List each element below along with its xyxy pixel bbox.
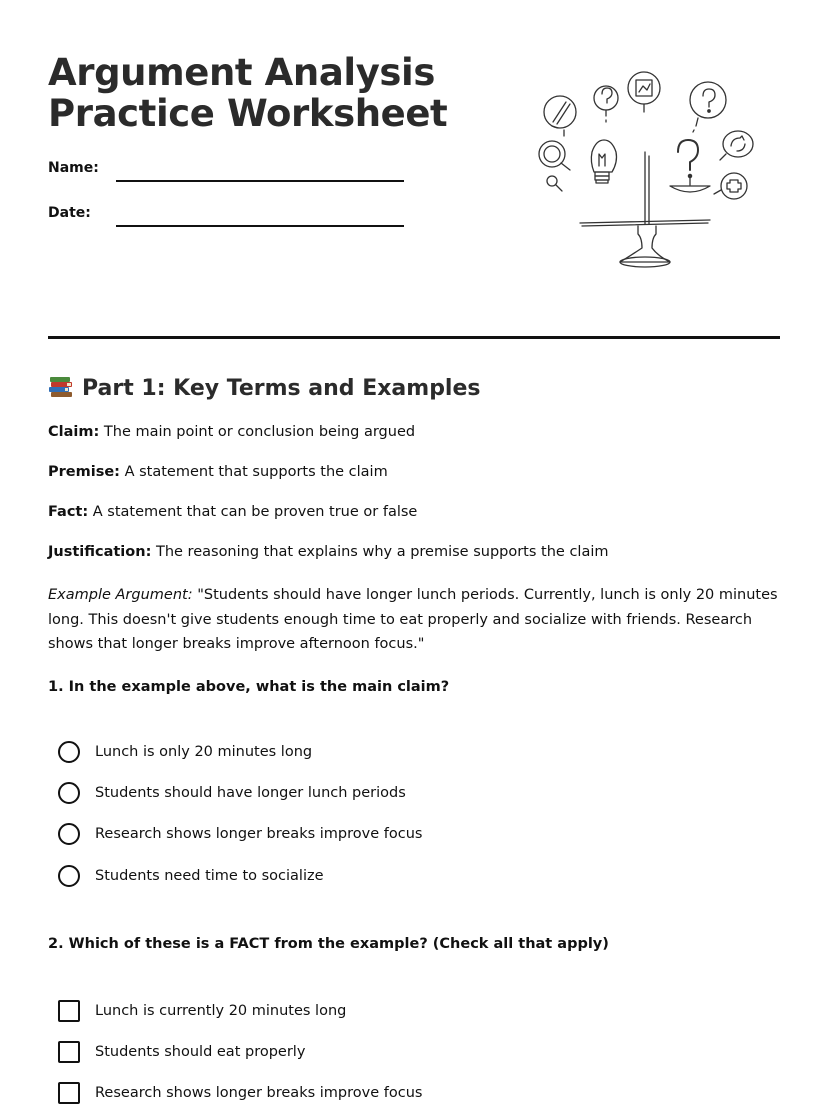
- part1-title: [48, 374, 481, 401]
- page-title: [48, 52, 447, 134]
- term-claim: [48, 424, 415, 440]
- magnifier-icon: [539, 141, 570, 191]
- checkbox[interactable]: [58, 1082, 80, 1104]
- term-label: Claim:: [48, 424, 100, 440]
- q1-option-1[interactable]: [58, 740, 312, 764]
- option-label: Research shows longer breaks improve focus: [95, 826, 423, 842]
- term-label: Justification:: [48, 544, 152, 560]
- example-label: Example Argument:: [48, 587, 193, 603]
- title-line-1: Argument Analysis: [48, 51, 435, 94]
- question-bubble-icon: [594, 86, 618, 122]
- term-justification: [48, 544, 608, 560]
- chart-icon: [628, 72, 660, 112]
- question-2: 2. Which of these is a FACT from the example? (Check all that apply): [48, 936, 609, 952]
- q2-option-1[interactable]: [58, 999, 346, 1023]
- option-label: Lunch is only 20 minutes long: [95, 744, 313, 760]
- example-argument: [48, 583, 780, 657]
- q1-option-4[interactable]: [58, 864, 324, 888]
- checkbox[interactable]: [58, 1000, 80, 1022]
- pencil-icon: [544, 96, 576, 136]
- term-premise: [48, 464, 388, 480]
- term-label: Fact:: [48, 504, 89, 520]
- part1-title-text: Part 1: Key Terms and Examples: [82, 376, 481, 401]
- lightbulb-icon: [591, 140, 616, 183]
- term-label: Premise:: [48, 464, 120, 480]
- date-label: Date:: [48, 205, 91, 221]
- name-field[interactable]: [116, 180, 404, 182]
- radio-button[interactable]: [58, 823, 80, 845]
- option-label: Students should eat properly: [95, 1044, 306, 1060]
- term-fact: [48, 504, 417, 520]
- radio-button[interactable]: [58, 865, 80, 887]
- term-definition: The reasoning that explains why a premise supports the claim: [155, 544, 609, 560]
- section-divider: [48, 336, 780, 339]
- q2-option-3[interactable]: [58, 1081, 422, 1105]
- example-text: "Students should have longer lunch periods. Currently, lunch is only 20 minutes long. This doesn't give students enough time to eat properly and socialize with friends. Research shows that longer breaks improve afternoon focus.": [48, 587, 778, 652]
- radio-button[interactable]: [58, 782, 80, 804]
- title-line-2: Practice Worksheet: [48, 92, 448, 135]
- q2-option-2[interactable]: [58, 1040, 305, 1064]
- radio-button[interactable]: [58, 741, 80, 763]
- option-label: Research shows longer breaks improve focus: [95, 1085, 423, 1101]
- checkbox[interactable]: [58, 1041, 80, 1063]
- question-mark-icon: [678, 140, 698, 178]
- q1-option-2[interactable]: [58, 781, 406, 805]
- refresh-icon: [720, 131, 753, 160]
- date-field[interactable]: [116, 225, 404, 227]
- q1-option-3[interactable]: [58, 822, 422, 846]
- question-1: 1. In the example above, what is the main claim?: [48, 679, 450, 695]
- term-definition: A statement that can be proven true or false: [92, 504, 418, 520]
- question-bubble-icon-2: [690, 82, 726, 132]
- term-definition: A statement that supports the claim: [124, 464, 388, 480]
- term-definition: The main point or conclusion being argued: [103, 424, 416, 440]
- books-icon: [48, 374, 74, 398]
- option-label: Students should have longer lunch periods: [95, 785, 406, 801]
- option-label: Students need time to socialize: [95, 868, 324, 884]
- balance-scale-illustration: [530, 66, 770, 276]
- name-label: Name:: [48, 160, 99, 176]
- plus-icon: [714, 173, 747, 199]
- option-label: Lunch is currently 20 minutes long: [95, 1003, 347, 1019]
